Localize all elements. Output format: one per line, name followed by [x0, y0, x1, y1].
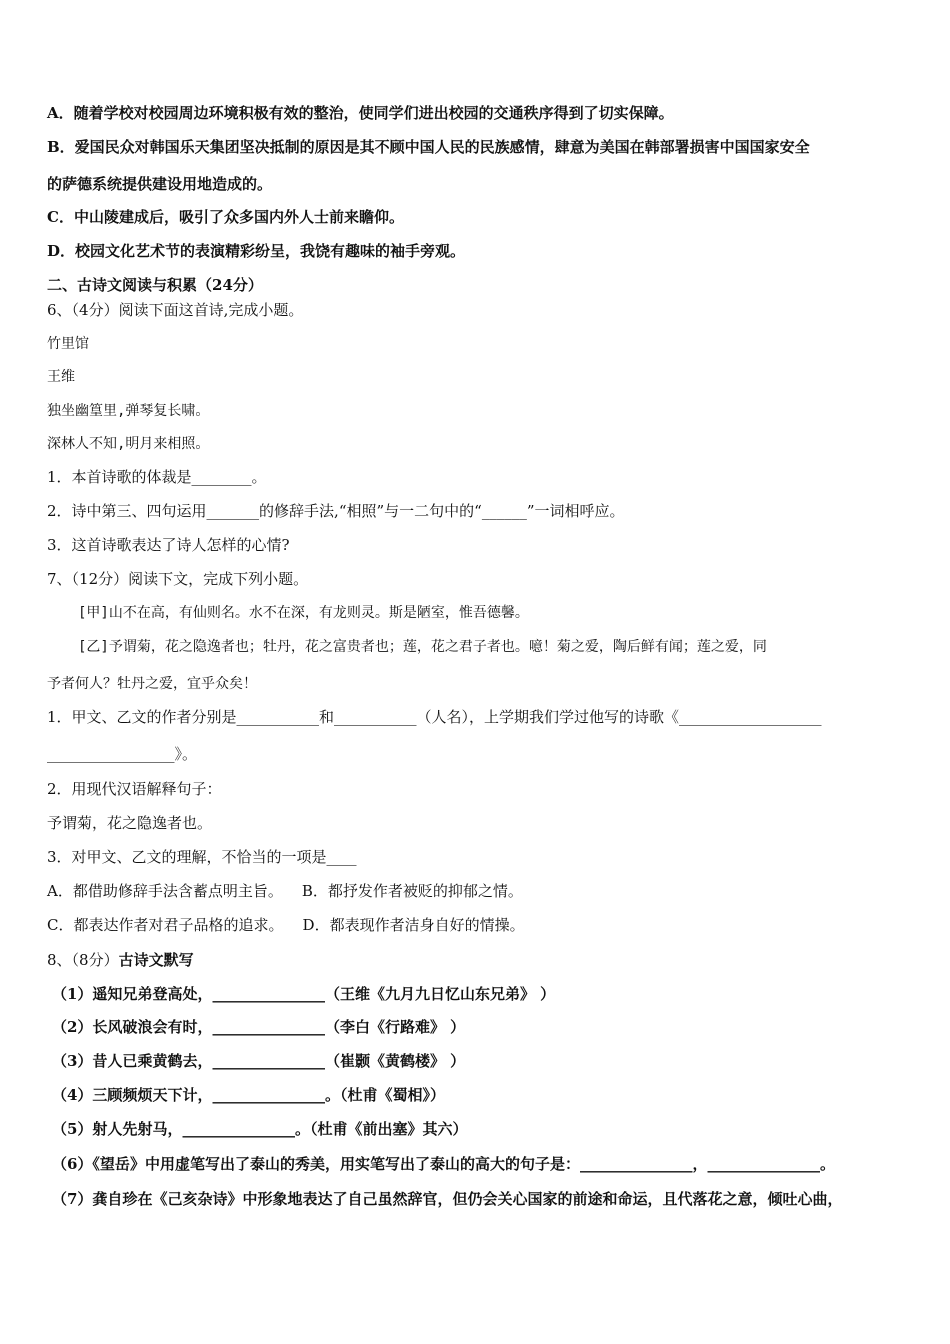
- q5-option-c: C．中山陵建成后，吸引了众多国内外人士前来瞻仰。: [47, 208, 404, 226]
- q5-option-b-line2: 的萨德系统提供建设用地造成的。: [47, 175, 273, 193]
- q6-heading: 6、（4分）阅读下面这首诗,完成小题。: [47, 301, 304, 319]
- q7-subq3: 3．对甲文、乙文的理解，不恰当的一项是____: [47, 848, 357, 866]
- q7-subq1-line1: 1．甲文、乙文的作者分别是___________和___________（人名），上学期我们学过他写的诗歌《___________________: [47, 708, 822, 726]
- q6-subq3: 3．这首诗歌表达了诗人怎样的心情?: [47, 536, 290, 554]
- q7-passage-jia: [甲]山不在高，有仙则名。水不在深，有龙则灵。斯是陋室，惟吾德馨。: [78, 605, 529, 621]
- q5-option-a: A．随着学校对校园周边环境积极有效的整治，使同学们进出校园的交通秩序得到了切实保障。: [47, 104, 674, 122]
- q7-passage-yi-line1: [乙]予谓菊，花之隐逸者也；牡丹，花之富贵者也；莲，花之君子者也。噫！菊之爱，陶后鲜有闻；莲之爱，同: [78, 639, 767, 655]
- q5-option-b-line1: B．爱国民众对韩国乐天集团坚决抵制的原因是其不顾中国人民的民族感情，肆意为美国在韩部署损害中国国家安全: [47, 138, 810, 156]
- q8-heading-title: 古诗文默写: [118, 951, 194, 969]
- q7-options-ab: A．都借助修辞手法含蓄点明主旨。 B．都抒发作者被贬的抑郁之情。: [47, 882, 523, 900]
- q8-item-4: （4）三顾频烦天下计，_______________。（杜甫《蜀相》）: [52, 1086, 445, 1104]
- q6-poem-title: 竹里馆: [47, 336, 89, 352]
- q8-item-5: （5）射人先射马，_______________。（杜甫《前出塞》其六）: [52, 1120, 468, 1138]
- q8-item-2: （2）长风破浪会有时，_______________（李白《行路难》 ）: [52, 1018, 466, 1036]
- q6-poem-line2: 深林人不知,明月来相照。: [47, 436, 210, 452]
- q7-heading: 7、（12分）阅读下文，完成下列小题。: [47, 570, 309, 588]
- q6-subq2: 2．诗中第三、四句运用_______的修辞手法,“相照”与一二句中的“______”一词相呼应。: [47, 502, 625, 520]
- q8-item-3: （3）昔人已乘黄鹤去，_______________（崔颢《黄鹤楼》 ）: [52, 1052, 466, 1070]
- q8-item-1: （1）遥知兄弟登高处，_______________（王维《九月九日忆山东兄弟》 ）: [52, 985, 556, 1003]
- section2-title: 二、古诗文阅读与积累（24分）: [47, 276, 263, 294]
- q6-poem-line1: 独坐幽篁里,弹琴复长啸。: [47, 403, 210, 419]
- q8-heading-prefix: 8、（8分）: [47, 951, 119, 969]
- q6-poem-author: 王维: [47, 369, 75, 385]
- q5-option-d: D．校园文化艺术节的表演精彩纷呈，我饶有趣味的袖手旁观。: [47, 242, 466, 260]
- q8-item-7: （7）龚自珍在《己亥杂诗》中形象地表达了自己虽然辞官，但仍会关心国家的前途和命运，且代落花之意，倾吐心曲，: [52, 1190, 843, 1208]
- q8-heading: [47, 950, 194, 970]
- q6-subq1: 1．本首诗歌的体裁是________。: [47, 468, 267, 486]
- q7-subq2-sentence: 予谓菊，花之隐逸者也。: [47, 814, 213, 832]
- q7-options-cd: C．都表达作者对君子品格的追求。 D．都表现作者洁身自好的情操。: [47, 916, 525, 934]
- q7-passage-yi-line2: 予者何人？牡丹之爱，宜乎众矣！: [47, 676, 257, 692]
- q7-subq2: 2．用现代汉语解释句子：: [47, 780, 222, 798]
- q8-item-6: （6）《望岳》中用虚笔写出了泰山的秀美，用实笔写出了泰山的高大的句子是：_______________，_______________。: [52, 1155, 835, 1173]
- q7-subq1-line2: _________________》。: [47, 745, 198, 763]
